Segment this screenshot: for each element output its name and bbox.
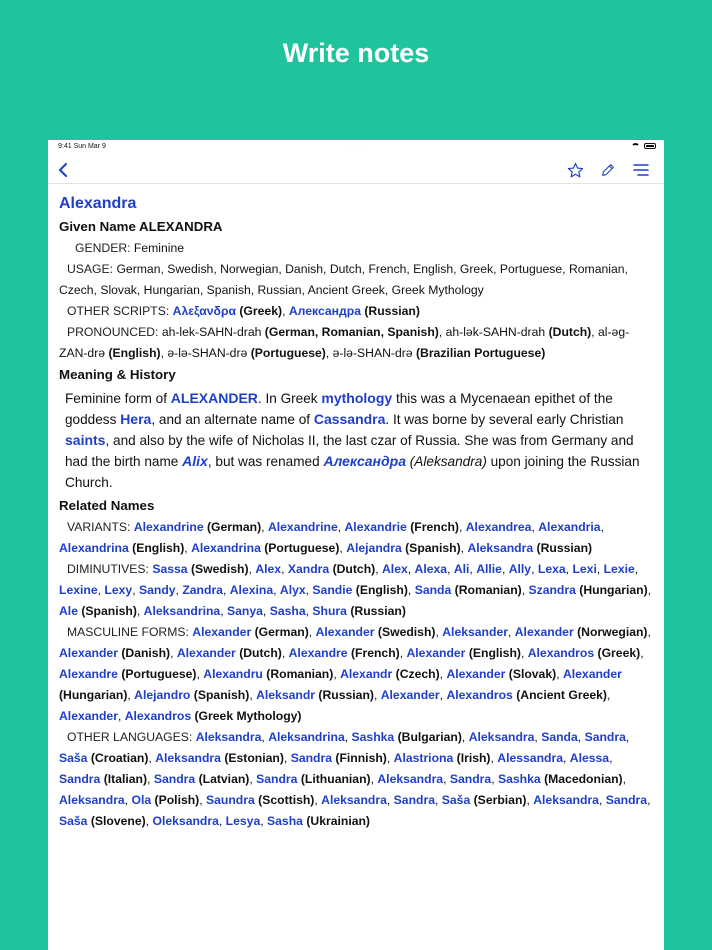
name-link[interactable]: Alexander xyxy=(406,646,466,660)
name-link[interactable]: Alexandrea xyxy=(465,520,532,534)
name-link[interactable]: Lexi xyxy=(572,562,597,576)
name-link[interactable]: Alex xyxy=(255,562,282,576)
name-link[interactable]: Alexandr xyxy=(340,667,393,681)
name-link[interactable]: Aleksandrina xyxy=(143,604,221,618)
name-link[interactable]: Xandra xyxy=(287,562,330,576)
name-link[interactable]: Sandra xyxy=(153,772,196,786)
name-link[interactable]: Alexandros xyxy=(124,709,192,723)
name-link[interactable]: Alessandra xyxy=(497,751,563,765)
name-link[interactable]: Alexandria xyxy=(538,520,601,534)
name-link[interactable]: Sashka xyxy=(351,730,395,744)
name-link[interactable]: Aleksandra xyxy=(377,772,444,786)
name-link[interactable]: Alexander xyxy=(176,646,236,660)
other-scripts-row: OTHER SCRIPTS: Αλεξανδρα (Greek), Александра (Russian) xyxy=(67,304,420,318)
status-icons xyxy=(631,143,656,149)
name-link[interactable]: Saša xyxy=(59,814,88,828)
name-link[interactable]: Sandra xyxy=(59,772,101,786)
back-button[interactable] xyxy=(52,160,74,180)
name-link[interactable]: Sandra xyxy=(584,730,626,744)
name-link[interactable]: Ally xyxy=(508,562,532,576)
name-link[interactable]: Alexandros xyxy=(527,646,595,660)
name-link[interactable]: Aleksandra xyxy=(195,730,262,744)
hera-link[interactable]: Hera xyxy=(120,411,152,427)
name-link[interactable]: Alejandra xyxy=(346,541,402,555)
name-link[interactable]: Alexander xyxy=(192,625,252,639)
name-link[interactable]: Alessa xyxy=(569,751,610,765)
name-link[interactable]: Alexandru xyxy=(203,667,263,681)
alix-link[interactable]: Alix xyxy=(182,453,208,469)
name-link[interactable]: Sandra xyxy=(449,772,492,786)
name-link[interactable]: Lexine xyxy=(59,583,98,597)
battery-icon xyxy=(644,143,656,149)
name-link[interactable]: Alastriona xyxy=(393,751,454,765)
name-link[interactable]: Aleksandra xyxy=(467,541,534,555)
name-link[interactable]: Aleksandra xyxy=(468,730,535,744)
name-link[interactable]: Sandra xyxy=(605,793,648,807)
wifi-icon xyxy=(631,143,640,149)
entry-content xyxy=(48,184,664,832)
name-link[interactable]: Sandra xyxy=(393,793,435,807)
name-link[interactable]: Sandra xyxy=(290,751,333,765)
name-link[interactable]: Aleksandrina xyxy=(268,730,345,744)
name-link[interactable]: Sandra xyxy=(256,772,298,786)
name-link[interactable]: Sanya xyxy=(227,604,263,618)
promo-title: Write notes xyxy=(282,38,430,68)
name-link[interactable]: Aleksandra xyxy=(155,751,221,765)
saints-link[interactable]: saints xyxy=(65,432,106,448)
name-link[interactable]: Alexandrina xyxy=(191,541,261,555)
name-link[interactable]: Sasha xyxy=(267,814,303,828)
name-link[interactable]: Shura xyxy=(312,604,347,618)
name-link[interactable]: Aleksander xyxy=(442,625,508,639)
name-link[interactable]: Alexandre xyxy=(288,646,348,660)
name-link[interactable]: Alexander xyxy=(514,625,574,639)
name-link[interactable]: Lexy xyxy=(104,583,133,597)
other-languages-row: OTHER LANGUAGES: Aleksandra, Aleksandrina, Sashka (Bulgarian), Aleksandra, Sanda, Sandra, Saša (Croatian), Aleksandra (Estonian), Sandra (Finnish), Alastriona (Irish), Alessandra, Alessa, Sandra (Italian), Sandra (Latvian), Sandra (Lithuanian), Aleksandra, Sandra, Sashka (Macedonian), Aleksandra, Ola (Polish), Saundra (Scottish), Aleksandra, Sandra, Saša (Serbian), Aleksandra, Sandra, Saša (Slovene), Oleksandra, Lesya, Sasha (Ukrainian) xyxy=(59,730,651,828)
menu-icon xyxy=(633,163,649,177)
russian-script-link[interactable]: Александра xyxy=(288,304,361,318)
name-link[interactable]: Sanda xyxy=(414,583,452,597)
name-link[interactable]: Saša xyxy=(441,793,471,807)
star-icon xyxy=(567,162,584,179)
name-link[interactable]: Alexander xyxy=(315,625,375,639)
name-link[interactable]: Alexandrina xyxy=(59,541,129,555)
name-link[interactable]: Alexander xyxy=(59,646,118,660)
name-link[interactable]: Saundra xyxy=(206,793,255,807)
name-link[interactable]: Saša xyxy=(59,751,88,765)
name-link[interactable]: Alexandrine xyxy=(267,520,338,534)
related-names-heading: Related Names xyxy=(59,498,155,513)
name-link[interactable]: Ale xyxy=(59,604,78,618)
name-link[interactable]: Aleksandr xyxy=(256,688,316,702)
name-link[interactable]: Alexandre xyxy=(59,667,118,681)
name-link[interactable]: Allie xyxy=(476,562,502,576)
given-name-heading: Given Name ALEXANDRA xyxy=(59,219,223,234)
name-link[interactable]: Zandra xyxy=(182,583,223,597)
name-link[interactable]: Alexandrie xyxy=(344,520,407,534)
name-link[interactable]: Alexa xyxy=(414,562,448,576)
gender-row: GENDER: Feminine xyxy=(75,241,185,255)
name-link[interactable]: Sasha xyxy=(269,604,306,618)
name-link[interactable]: Szandra xyxy=(528,583,576,597)
name-link[interactable]: Oleksandra xyxy=(152,814,219,828)
multitasking-dots[interactable]: · · · xyxy=(348,142,364,149)
diminutives-row: DIMINUTIVES: Sassa (Swedish), Alex, Xandra (Dutch), Alex, Alexa, Ali, Allie, Ally, Lexa, Lexi, Lexie, Lexine, Lexy, Sandy, Zandra, Alexina, Alyx, Sandie (English), Sanda (Romanian), Szandra (Hungarian), Ale (Spanish), Aleksandrina, Sanya, Sasha, Shura (Russian) xyxy=(59,562,652,618)
status-bar xyxy=(48,140,664,156)
pencil-icon xyxy=(600,162,616,178)
name-link[interactable]: Alejandro xyxy=(134,688,191,702)
navigation-bar xyxy=(48,156,664,184)
name-link[interactable]: Alexandrine xyxy=(133,520,204,534)
name-link[interactable]: Aleksandra xyxy=(533,793,599,807)
name-link[interactable]: Sassa xyxy=(152,562,188,576)
name-link[interactable]: Alexander xyxy=(446,667,506,681)
name-link[interactable]: Aleksandra xyxy=(59,793,125,807)
name-link[interactable]: Sandie xyxy=(312,583,353,597)
usage-row: USAGE: German, Swedish, Norwegian, Danish, Dutch, French, English, Greek, Portuguese, Romanian, Czech, Slovak, Hungarian, Spanish, Russian, Ancient Greek, Greek Mythology xyxy=(59,262,628,297)
name-link[interactable]: Sanda xyxy=(541,730,578,744)
menu-button[interactable] xyxy=(630,160,652,180)
name-link[interactable]: Ola xyxy=(131,793,152,807)
name-link[interactable]: Alexander xyxy=(380,688,440,702)
pronounced-row: PRONOUNCED: ah-lek-SAHN-drah (German, Romanian, Spanish), ah-lək-SAHN-drah (Dutch), al-əg-ZAN-drə (English), ə-lə-SHAN-drə (Portuguese), ə-lə-SHAN-drə (Brazilian Portuguese) xyxy=(59,325,630,360)
alexander-link[interactable]: ALEXANDER xyxy=(170,390,258,406)
favorite-button[interactable] xyxy=(564,160,586,180)
chevron-left-icon xyxy=(58,163,68,177)
name-link[interactable]: Alyx xyxy=(279,583,306,597)
name-link[interactable]: Alexander xyxy=(59,709,118,723)
edit-note-button[interactable] xyxy=(597,160,619,180)
name-link[interactable]: Lexa xyxy=(537,562,566,576)
entry-name: Alexandra xyxy=(59,195,137,212)
name-link[interactable]: Alexina xyxy=(229,583,274,597)
name-link[interactable]: Sashka xyxy=(497,772,541,786)
name-link[interactable]: Lesya xyxy=(225,814,261,828)
cassandra-link[interactable]: Cassandra xyxy=(313,411,386,427)
name-link[interactable]: Alexandros xyxy=(446,688,513,702)
name-link[interactable]: Ali xyxy=(453,562,470,576)
meaning-heading: Meaning & History xyxy=(59,367,176,382)
name-link[interactable]: Alex xyxy=(382,562,408,576)
status-time: 9:41 Sun Mar 9 xyxy=(58,143,106,150)
name-link[interactable]: Alexander xyxy=(562,667,622,681)
device-screen xyxy=(48,140,664,950)
aleksandra-russian-link[interactable]: Александра xyxy=(323,453,406,469)
name-link[interactable]: Aleksandra xyxy=(321,793,387,807)
greek-script-link[interactable]: Αλεξανδρα xyxy=(172,304,236,318)
name-link[interactable]: Lexie xyxy=(603,562,635,576)
variants-row: VARIANTS: Alexandrine (German), Alexandrine, Alexandrie (French), Alexandrea, Alexandria, Alexandrina (English), Alexandrina (Portuguese), Alejandra (Spanish), Aleksandra (Russian) xyxy=(59,520,604,555)
name-link[interactable]: Sandy xyxy=(138,583,176,597)
meaning-text: Feminine form of ALEXANDER. In Greek mythology this was a Mycenaean epithet of the goddess Hera, and an alternate name of Cassandra. It was borne by several early Christian saints, and also by the wife of Nicholas II, the last czar of Russia. She was from Germany and had the birth name Alix, but was renamed Александра (Aleksandra) upon joining the Russian Church. xyxy=(65,390,640,490)
mythology-link[interactable]: mythology xyxy=(321,390,393,406)
masculine-forms-row: MASCULINE FORMS: Alexander (German), Alexander (Swedish), Aleksander, Alexander (Norwegian), Alexander (Danish), Alexander (Dutch), Alexandre (French), Alexander (English), Alexandros (Greek), Alexandre (Portuguese), Alexandru (Romanian), Alexandr (Czech), Alexander (Slovak), Alexander (Hungarian), Alejandro (Spanish), Aleksandr (Russian), Alexander, Alexandros (Ancient Greek), Alexander, Alexandros (Greek Mythology) xyxy=(59,625,651,723)
